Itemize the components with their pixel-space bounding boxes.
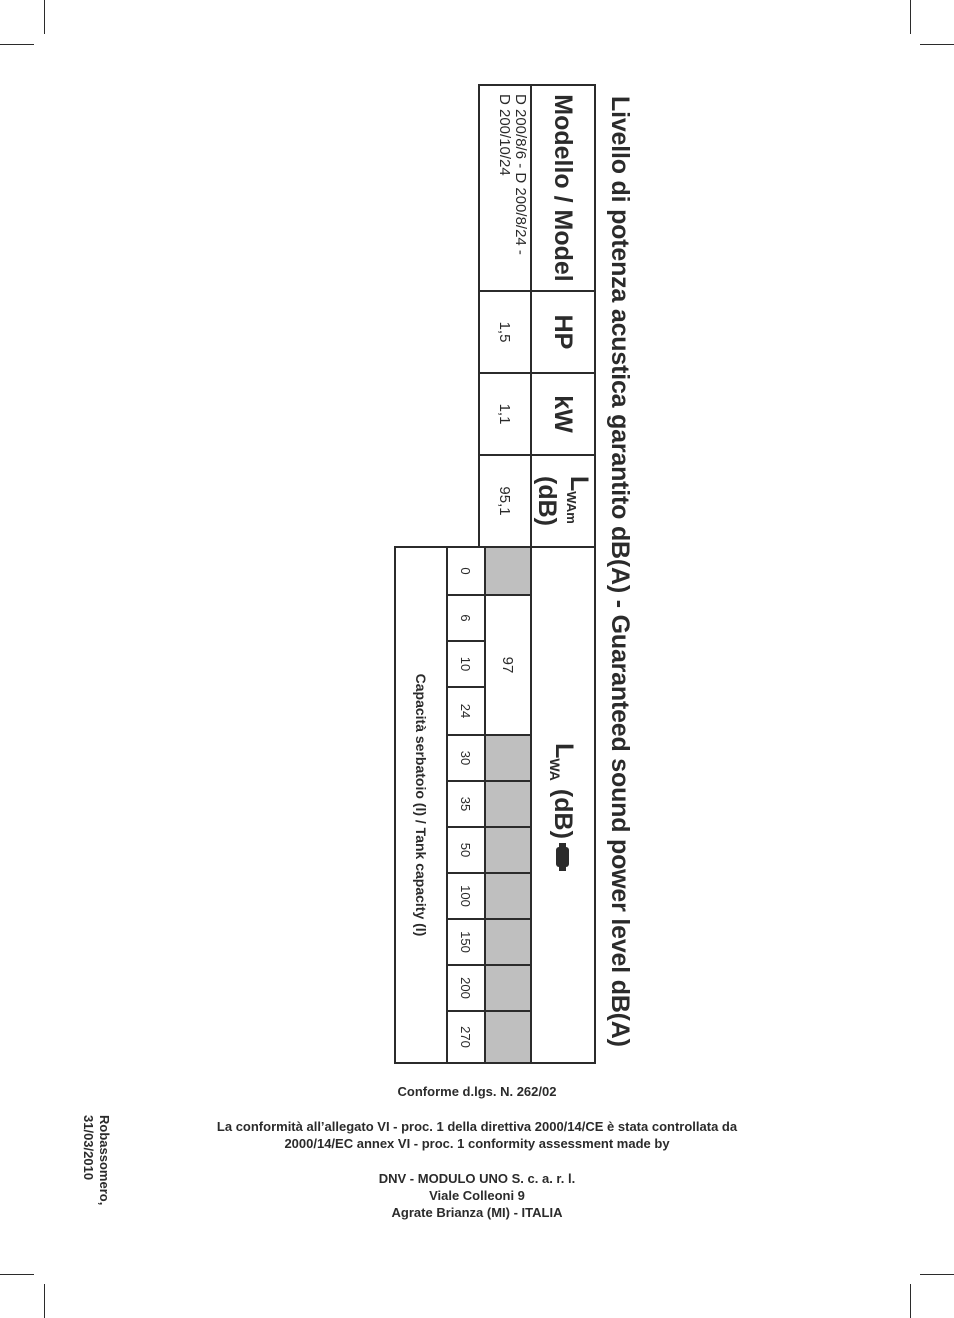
kw-value: 1,1 [496,403,514,425]
lwam-value: 95,1 [496,486,514,516]
capacity-value: 150 [458,931,474,953]
lwa-label [548,743,579,867]
conformity-en: 2000/14/EC annex VI - proc. 1 conformity assessment made by [284,1136,670,1151]
model-cell [478,84,532,292]
lwam-unit: (dB) [533,476,561,526]
capacity-value: 270 [458,1026,474,1048]
conforme-text: Conforme d.lgs. N. 262/02 [397,1084,557,1099]
crop-mark [920,44,954,45]
capacity-cell [446,640,486,688]
conforme-line [0,1083,954,1100]
tank-icon [557,847,570,867]
capacity-cell [446,918,486,966]
capacity-value: 50 [458,842,474,858]
capacity-cell [446,546,486,596]
lwa-main: L [550,743,579,759]
crop-mark [920,1274,954,1275]
capacity-value: 200 [458,977,474,999]
capacity-cell [446,686,486,736]
company-name: DNV - MODULO UNO S. c. a. r. l. [378,1171,576,1186]
lwa-cell-cap-0 [484,546,532,596]
capacity-value: 6 [458,614,474,622]
capacity-cell [446,594,486,642]
capacity-cell [446,826,486,874]
capacity-cell [446,734,486,782]
lwam-label [535,476,591,526]
conformity-statement [0,1118,954,1152]
header-kw-label: kW [549,395,578,433]
lwam-main: L [565,476,593,492]
lwa-cell-cap-100 [484,872,532,920]
crop-mark [0,1274,34,1275]
crop-mark [910,1284,911,1318]
lwam-sub: WAm [564,491,579,524]
lwa-cell-cap-6-10-24 [484,594,532,736]
company-street: Viale Colleoni 9 [429,1188,525,1203]
capacity-cell [446,964,486,1012]
capacity-cell [446,1010,486,1064]
capacity-value: 10 [458,656,474,672]
model-line-1: D 200/8/6 - D 200/8/24 - [512,94,529,255]
kw-cell [478,372,532,456]
page-title: Livello di potenza acustica garantito dB(A) - Guaranteed sound power level dB(A) [606,96,634,1047]
lwa-cell-cap-150 [484,918,532,966]
hp-value: 1,5 [496,321,514,343]
capacity-value: 30 [458,750,474,766]
lwa-cell-cap-50 [484,826,532,874]
crop-mark [910,0,911,34]
lwa-value: 97 [499,656,517,674]
capacity-label: Capacità serbatoio (l) / Tank capacity (l) [413,673,429,937]
capacity-cell [446,780,486,828]
notified-body [0,1170,954,1221]
lwa-cell-cap-35 [484,780,532,828]
conformity-it: La conformità all’allegato VI - proc. 1 della direttiva 2000/14/CE è stata controllata da [216,1119,738,1134]
header-hp-label: HP [549,314,578,350]
rotated-sound-table [40,84,640,1084]
lwa-cell-cap-200 [484,964,532,1012]
capacity-value: 35 [458,796,474,812]
hp-cell [478,290,532,374]
capacity-value: 100 [458,885,474,907]
lwa-cell-cap-270 [484,1010,532,1064]
company-city: Agrate Brianza (MI) - ITALIA [391,1205,563,1220]
lwa-cell-cap-30 [484,734,532,782]
header-model-label: Modello / Model [549,94,578,282]
capacity-cell [446,872,486,920]
lwam-cell [478,454,532,548]
place-text: Robassomero, [97,1115,112,1206]
header-lwam [530,454,596,548]
model-line-2: D 200/10/24 [496,94,513,176]
capacity-label-box [394,546,448,1064]
crop-mark [44,1284,45,1318]
crop-mark [44,0,45,34]
lwa-unit: (dB) [549,788,578,839]
place-date [80,1115,112,1315]
crop-mark [0,44,34,45]
capacity-value: 24 [458,703,474,719]
date-text: 31/03/2010 [81,1115,96,1181]
capacity-value: 0 [458,567,474,575]
header-lwa [530,546,596,1064]
header-hp [530,290,596,374]
lwa-sub: WA [547,758,564,781]
header-model [530,84,596,292]
header-kw [530,372,596,456]
